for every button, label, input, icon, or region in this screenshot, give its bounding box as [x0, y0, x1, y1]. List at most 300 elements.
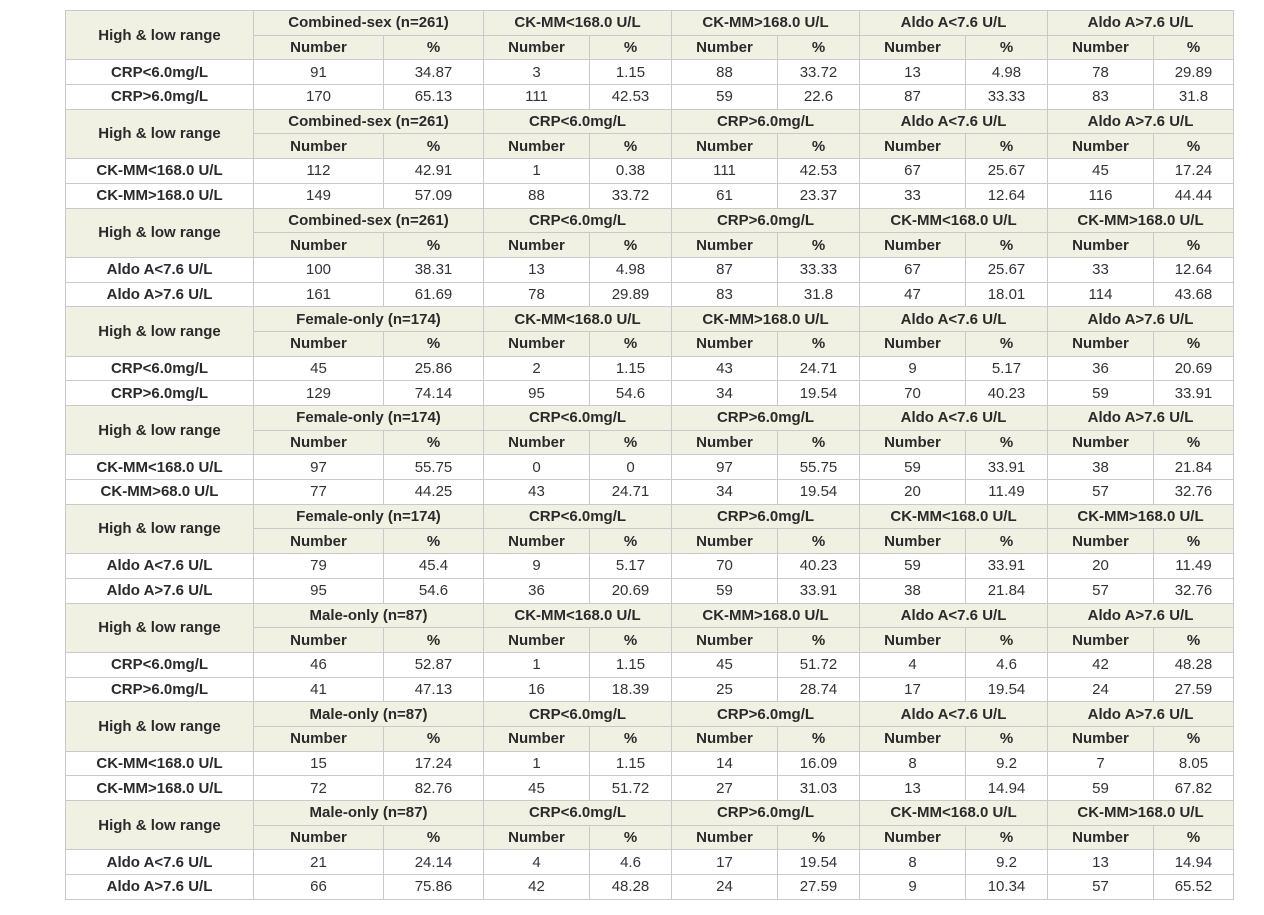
value-cell: 11.49: [1154, 554, 1234, 579]
value-cell: 97: [672, 455, 778, 480]
range-header: High & low range: [66, 109, 254, 158]
value-cell: 20: [860, 480, 966, 505]
subheader-cell: %: [778, 233, 860, 258]
value-cell: 78: [484, 282, 590, 307]
value-cell: 55.75: [778, 455, 860, 480]
group-header: Aldo A>7.6 U/L: [1048, 603, 1234, 628]
subheader-cell: Number: [484, 529, 590, 554]
value-cell: 13: [484, 257, 590, 282]
value-cell: 44.25: [384, 480, 484, 505]
value-cell: 82.76: [384, 776, 484, 801]
value-cell: 87: [672, 257, 778, 282]
subheader-cell: Number: [672, 430, 778, 455]
table-row: [66, 85, 1234, 110]
group-header: CK-MM>168.0 U/L: [672, 307, 860, 332]
group-header: CRP<6.0mg/L: [484, 801, 672, 826]
row-label: Aldo A<7.6 U/L: [66, 554, 254, 579]
group-header: CRP>6.0mg/L: [672, 208, 860, 233]
row-label: CRP<6.0mg/L: [66, 356, 254, 381]
value-cell: 8.05: [1154, 751, 1234, 776]
group-header: CK-MM>168.0 U/L: [1048, 504, 1234, 529]
value-cell: 32.76: [1154, 578, 1234, 603]
group-header-row: [66, 307, 1234, 332]
value-cell: 16.09: [778, 751, 860, 776]
row-label: CRP<6.0mg/L: [66, 60, 254, 85]
value-cell: 42: [1048, 652, 1154, 677]
value-cell: 14: [672, 751, 778, 776]
subheader-cell: Number: [1048, 628, 1154, 653]
value-cell: 4: [860, 652, 966, 677]
table-row: [66, 356, 1234, 381]
value-cell: 48.28: [1154, 652, 1234, 677]
range-header: High & low range: [66, 603, 254, 652]
subheader-cell: %: [1154, 134, 1234, 159]
value-cell: 5.17: [966, 356, 1048, 381]
group-header: CRP>6.0mg/L: [672, 702, 860, 727]
value-cell: 51.72: [590, 776, 672, 801]
value-cell: 43: [672, 356, 778, 381]
group-header: CRP>6.0mg/L: [672, 504, 860, 529]
subheader-cell: Number: [860, 233, 966, 258]
subheader-cell: %: [966, 726, 1048, 751]
subheader-cell: Number: [672, 529, 778, 554]
value-cell: 25.86: [384, 356, 484, 381]
subheader-cell: %: [590, 35, 672, 60]
data-table: [65, 10, 1234, 900]
group-header: Aldo A<7.6 U/L: [860, 307, 1048, 332]
group-header: Combined-sex (n=261): [254, 11, 484, 36]
subheader-cell: %: [966, 233, 1048, 258]
group-header-row: [66, 406, 1234, 431]
value-cell: 45: [672, 652, 778, 677]
group-header-row: [66, 208, 1234, 233]
value-cell: 114: [1048, 282, 1154, 307]
value-cell: 0: [590, 455, 672, 480]
subheader-cell: %: [384, 134, 484, 159]
value-cell: 41: [254, 677, 384, 702]
subheader-cell: %: [1154, 628, 1234, 653]
value-cell: 70: [860, 381, 966, 406]
subheader-cell: %: [1154, 331, 1234, 356]
value-cell: 12.64: [1154, 257, 1234, 282]
value-cell: 65.52: [1154, 875, 1234, 900]
value-cell: 87: [860, 85, 966, 110]
subheader-cell: Number: [672, 134, 778, 159]
group-header: CRP<6.0mg/L: [484, 208, 672, 233]
range-header: High & low range: [66, 208, 254, 257]
subheader-cell: %: [778, 35, 860, 60]
subheader-cell: Number: [254, 628, 384, 653]
value-cell: 66: [254, 875, 384, 900]
value-cell: 9: [484, 554, 590, 579]
value-cell: 59: [1048, 776, 1154, 801]
value-cell: 1.15: [590, 652, 672, 677]
group-header: Male-only (n=87): [254, 603, 484, 628]
value-cell: 21.84: [1154, 455, 1234, 480]
value-cell: 31.8: [1154, 85, 1234, 110]
value-cell: 19.54: [778, 480, 860, 505]
value-cell: 149: [254, 183, 384, 208]
subheader-cell: Number: [484, 726, 590, 751]
group-header: Aldo A>7.6 U/L: [1048, 307, 1234, 332]
subheader-cell: Number: [254, 529, 384, 554]
value-cell: 95: [484, 381, 590, 406]
value-cell: 42.53: [590, 85, 672, 110]
subheader-cell: %: [1154, 233, 1234, 258]
group-header: CK-MM<168.0 U/L: [860, 801, 1048, 826]
group-header: Aldo A<7.6 U/L: [860, 11, 1048, 36]
value-cell: 20.69: [1154, 356, 1234, 381]
row-label: CK-MM<168.0 U/L: [66, 159, 254, 184]
subheader-cell: Number: [1048, 134, 1154, 159]
value-cell: 14.94: [966, 776, 1048, 801]
value-cell: 15: [254, 751, 384, 776]
group-header: Male-only (n=87): [254, 702, 484, 727]
value-cell: 40.23: [966, 381, 1048, 406]
subheader-cell: Number: [672, 331, 778, 356]
value-cell: 21.84: [966, 578, 1048, 603]
value-cell: 33: [1048, 257, 1154, 282]
subheader-cell: %: [384, 35, 484, 60]
subheader-cell: Number: [484, 35, 590, 60]
subheader-cell: Number: [860, 430, 966, 455]
row-label: Aldo A<7.6 U/L: [66, 850, 254, 875]
row-label: CRP<6.0mg/L: [66, 652, 254, 677]
value-cell: 67: [860, 159, 966, 184]
value-cell: 77: [254, 480, 384, 505]
subheader-cell: %: [966, 825, 1048, 850]
value-cell: 88: [484, 183, 590, 208]
group-header: Female-only (n=174): [254, 307, 484, 332]
value-cell: 27.59: [778, 875, 860, 900]
value-cell: 13: [860, 60, 966, 85]
value-cell: 31.8: [778, 282, 860, 307]
value-cell: 12.64: [966, 183, 1048, 208]
value-cell: 95: [254, 578, 384, 603]
value-cell: 57: [1048, 875, 1154, 900]
value-cell: 59: [1048, 381, 1154, 406]
value-cell: 17: [860, 677, 966, 702]
value-cell: 32.76: [1154, 480, 1234, 505]
subheader-cell: %: [778, 825, 860, 850]
subheader-cell: Number: [254, 430, 384, 455]
value-cell: 1: [484, 652, 590, 677]
table-row: [66, 159, 1234, 184]
row-label: Aldo A>7.6 U/L: [66, 282, 254, 307]
table-row: [66, 850, 1234, 875]
table-row: [66, 554, 1234, 579]
group-header: Aldo A<7.6 U/L: [860, 406, 1048, 431]
value-cell: 91: [254, 60, 384, 85]
subheader-cell: %: [966, 134, 1048, 159]
value-cell: 25.67: [966, 159, 1048, 184]
subheader-cell: %: [590, 726, 672, 751]
table-row: [66, 455, 1234, 480]
value-cell: 7: [1048, 751, 1154, 776]
value-cell: 52.87: [384, 652, 484, 677]
subheader-cell: Number: [484, 233, 590, 258]
value-cell: 59: [672, 578, 778, 603]
subheader-cell: Number: [254, 331, 384, 356]
value-cell: 34: [672, 381, 778, 406]
row-label: CRP>6.0mg/L: [66, 381, 254, 406]
subheader-cell: %: [778, 628, 860, 653]
subheader-cell: %: [384, 628, 484, 653]
value-cell: 1.15: [590, 60, 672, 85]
value-cell: 61: [672, 183, 778, 208]
subheader-cell: Number: [1048, 430, 1154, 455]
subheader-cell: %: [1154, 430, 1234, 455]
subheader-cell: Number: [1048, 726, 1154, 751]
group-header-row: [66, 603, 1234, 628]
value-cell: 4: [484, 850, 590, 875]
subheader-cell: Number: [484, 825, 590, 850]
value-cell: 17.24: [1154, 159, 1234, 184]
value-cell: 24: [672, 875, 778, 900]
group-header: Aldo A>7.6 U/L: [1048, 109, 1234, 134]
value-cell: 4.98: [966, 60, 1048, 85]
subheader-cell: %: [384, 430, 484, 455]
subheader-cell: Number: [672, 726, 778, 751]
subheader-cell: %: [590, 825, 672, 850]
value-cell: 55.75: [384, 455, 484, 480]
table-row: [66, 257, 1234, 282]
value-cell: 8: [860, 850, 966, 875]
row-label: CK-MM<168.0 U/L: [66, 751, 254, 776]
value-cell: 17.24: [384, 751, 484, 776]
value-cell: 57: [1048, 480, 1154, 505]
group-header: CK-MM<168.0 U/L: [484, 11, 672, 36]
group-header: CRP>6.0mg/L: [672, 109, 860, 134]
value-cell: 27: [672, 776, 778, 801]
subheader-cell: %: [384, 331, 484, 356]
value-cell: 45.4: [384, 554, 484, 579]
group-header: CK-MM>168.0 U/L: [672, 11, 860, 36]
value-cell: 36: [1048, 356, 1154, 381]
row-label: Aldo A<7.6 U/L: [66, 257, 254, 282]
value-cell: 43.68: [1154, 282, 1234, 307]
value-cell: 24: [1048, 677, 1154, 702]
value-cell: 33.91: [966, 554, 1048, 579]
subheader-cell: %: [778, 529, 860, 554]
range-header: High & low range: [66, 702, 254, 751]
value-cell: 33.72: [778, 60, 860, 85]
value-cell: 47: [860, 282, 966, 307]
value-cell: 100: [254, 257, 384, 282]
subheader-cell: Number: [484, 134, 590, 159]
value-cell: 83: [1048, 85, 1154, 110]
subheader-cell: Number: [254, 726, 384, 751]
group-header: CK-MM>168.0 U/L: [1048, 208, 1234, 233]
value-cell: 25.67: [966, 257, 1048, 282]
subheader-cell: %: [384, 825, 484, 850]
range-header: High & low range: [66, 307, 254, 356]
group-header: Combined-sex (n=261): [254, 208, 484, 233]
value-cell: 18.39: [590, 677, 672, 702]
subheader-cell: Number: [672, 233, 778, 258]
group-header: Aldo A>7.6 U/L: [1048, 702, 1234, 727]
row-label: CK-MM>168.0 U/L: [66, 183, 254, 208]
row-label: CRP>6.0mg/L: [66, 85, 254, 110]
range-header: High & low range: [66, 11, 254, 60]
table-row: [66, 875, 1234, 900]
group-header: CK-MM<168.0 U/L: [860, 504, 1048, 529]
value-cell: 38: [860, 578, 966, 603]
value-cell: 67.82: [1154, 776, 1234, 801]
value-cell: 43: [484, 480, 590, 505]
value-cell: 0: [484, 455, 590, 480]
row-label: CK-MM>68.0 U/L: [66, 480, 254, 505]
value-cell: 29.89: [590, 282, 672, 307]
value-cell: 112: [254, 159, 384, 184]
value-cell: 54.6: [384, 578, 484, 603]
subheader-cell: %: [966, 628, 1048, 653]
subheader-cell: Number: [672, 825, 778, 850]
value-cell: 48.28: [590, 875, 672, 900]
value-cell: 23.37: [778, 183, 860, 208]
group-header: CRP>6.0mg/L: [672, 801, 860, 826]
value-cell: 19.54: [778, 850, 860, 875]
subheader-cell: %: [590, 628, 672, 653]
value-cell: 29.89: [1154, 60, 1234, 85]
subheader-cell: %: [590, 529, 672, 554]
value-cell: 36: [484, 578, 590, 603]
group-header: CRP<6.0mg/L: [484, 702, 672, 727]
value-cell: 45: [254, 356, 384, 381]
value-cell: 57: [1048, 578, 1154, 603]
group-header: CK-MM<168.0 U/L: [484, 603, 672, 628]
row-label: Aldo A>7.6 U/L: [66, 875, 254, 900]
value-cell: 61.69: [384, 282, 484, 307]
value-cell: 34.87: [384, 60, 484, 85]
subheader-cell: Number: [484, 628, 590, 653]
subheader-cell: Number: [1048, 331, 1154, 356]
value-cell: 33: [860, 183, 966, 208]
group-header: CRP<6.0mg/L: [484, 109, 672, 134]
value-cell: 33.91: [1154, 381, 1234, 406]
table-row: [66, 652, 1234, 677]
value-cell: 17: [672, 850, 778, 875]
group-header: Female-only (n=174): [254, 406, 484, 431]
value-cell: 111: [672, 159, 778, 184]
subheader-cell: %: [1154, 726, 1234, 751]
value-cell: 33.72: [590, 183, 672, 208]
value-cell: 170: [254, 85, 384, 110]
subheader-cell: Number: [254, 233, 384, 258]
group-header-row: [66, 11, 1234, 36]
subheader-cell: %: [590, 233, 672, 258]
group-header: Male-only (n=87): [254, 801, 484, 826]
subheader-cell: Number: [860, 825, 966, 850]
value-cell: 44.44: [1154, 183, 1234, 208]
group-header: Aldo A<7.6 U/L: [860, 109, 1048, 134]
row-label: CK-MM>168.0 U/L: [66, 776, 254, 801]
value-cell: 5.17: [590, 554, 672, 579]
value-cell: 57.09: [384, 183, 484, 208]
value-cell: 24.71: [590, 480, 672, 505]
group-header: CK-MM>168.0 U/L: [672, 603, 860, 628]
subheader-cell: Number: [860, 331, 966, 356]
table-row: [66, 578, 1234, 603]
group-header-row: [66, 109, 1234, 134]
value-cell: 28.74: [778, 677, 860, 702]
value-cell: 9: [860, 875, 966, 900]
value-cell: 65.13: [384, 85, 484, 110]
value-cell: 59: [860, 554, 966, 579]
subheader-cell: %: [1154, 35, 1234, 60]
value-cell: 46: [254, 652, 384, 677]
group-header: Female-only (n=174): [254, 504, 484, 529]
value-cell: 33.91: [966, 455, 1048, 480]
value-cell: 40.23: [778, 554, 860, 579]
row-label: Aldo A>7.6 U/L: [66, 578, 254, 603]
value-cell: 1.15: [590, 356, 672, 381]
value-cell: 83: [672, 282, 778, 307]
value-cell: 9: [860, 356, 966, 381]
group-header: CK-MM>168.0 U/L: [1048, 801, 1234, 826]
group-header: Combined-sex (n=261): [254, 109, 484, 134]
group-header: Aldo A>7.6 U/L: [1048, 406, 1234, 431]
subheader-cell: Number: [860, 35, 966, 60]
table-body: [66, 11, 1234, 900]
value-cell: 33.33: [966, 85, 1048, 110]
table-row: [66, 183, 1234, 208]
value-cell: 79: [254, 554, 384, 579]
subheader-cell: Number: [860, 529, 966, 554]
value-cell: 2: [484, 356, 590, 381]
table-row: [66, 282, 1234, 307]
subheader-cell: Number: [1048, 825, 1154, 850]
value-cell: 24.14: [384, 850, 484, 875]
value-cell: 45: [1048, 159, 1154, 184]
value-cell: 88: [672, 60, 778, 85]
value-cell: 116: [1048, 183, 1154, 208]
value-cell: 59: [860, 455, 966, 480]
subheader-cell: %: [590, 331, 672, 356]
value-cell: 31.03: [778, 776, 860, 801]
subheader-cell: %: [590, 430, 672, 455]
value-cell: 18.01: [966, 282, 1048, 307]
subheader-cell: Number: [254, 134, 384, 159]
value-cell: 8: [860, 751, 966, 776]
group-header: CK-MM<168.0 U/L: [484, 307, 672, 332]
subheader-cell: %: [778, 331, 860, 356]
table-row: [66, 60, 1234, 85]
subheader-cell: %: [966, 35, 1048, 60]
value-cell: 3: [484, 60, 590, 85]
subheader-cell: %: [778, 430, 860, 455]
value-cell: 42: [484, 875, 590, 900]
group-header: CRP>6.0mg/L: [672, 406, 860, 431]
value-cell: 10.34: [966, 875, 1048, 900]
group-header: Aldo A<7.6 U/L: [860, 603, 1048, 628]
table-row: [66, 381, 1234, 406]
value-cell: 27.59: [1154, 677, 1234, 702]
value-cell: 1: [484, 751, 590, 776]
value-cell: 38.31: [384, 257, 484, 282]
value-cell: 19.54: [778, 381, 860, 406]
value-cell: 4.6: [590, 850, 672, 875]
value-cell: 24.71: [778, 356, 860, 381]
value-cell: 38: [1048, 455, 1154, 480]
value-cell: 21: [254, 850, 384, 875]
group-header: Aldo A<7.6 U/L: [860, 702, 1048, 727]
value-cell: 78: [1048, 60, 1154, 85]
value-cell: 70: [672, 554, 778, 579]
subheader-cell: Number: [1048, 233, 1154, 258]
value-cell: 16: [484, 677, 590, 702]
value-cell: 25: [672, 677, 778, 702]
